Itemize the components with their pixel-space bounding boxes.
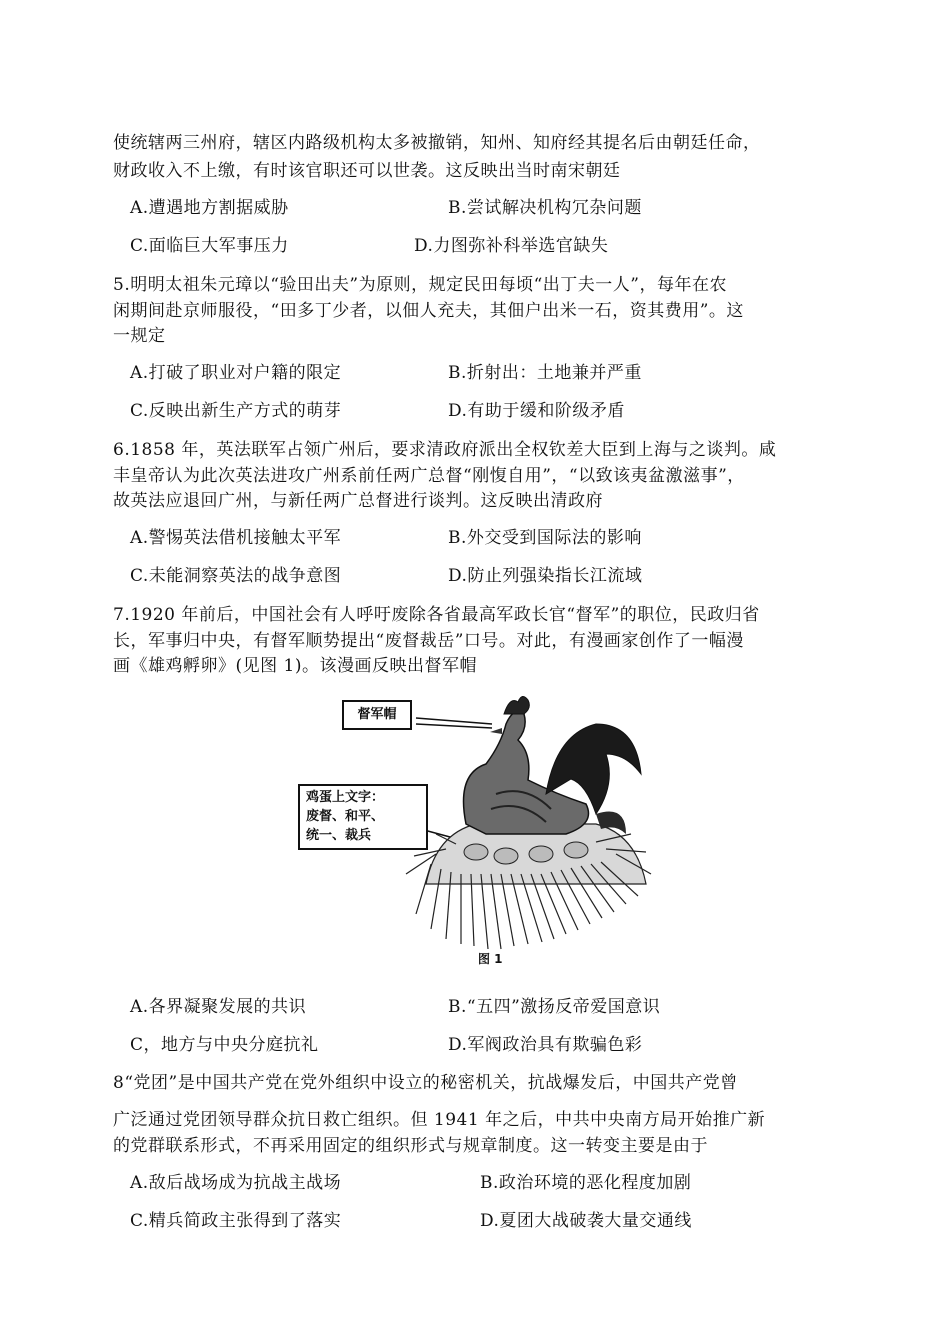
q5-option-a: A.打破了职业对户籍的限定 (130, 363, 342, 383)
q6-option-a: A.警惕英法借机接触太平军 (130, 528, 342, 548)
q4-option-a: A.遭遇地方割据威胁 (130, 198, 289, 218)
q4-option-d: D.力图弥补科举选官缺失 (414, 236, 609, 256)
q8-option-b: B.政治环境的恶化程度加剧 (480, 1173, 692, 1193)
q8-stem-line-1: 8“党团”是中国共产党在党外组织中设立的秘密机关，抗战爆发后，中国共产党曾 (113, 1073, 738, 1093)
q4-option-c: C.面临巨大军事压力 (130, 236, 289, 256)
q6-stem-line-3: 故英法应退回广州，与新任两广总督进行谈判。这反映出清政府 (113, 491, 603, 511)
figure-rooster-cartoon (296, 684, 666, 964)
q8-stem-line-2: 广泛通过党团领导群众抗日救亡组织。但 1941 年之后，中共中央南方局开始推广新 (113, 1110, 766, 1130)
q7-option-d: D.军阀政治具有欺骗色彩 (448, 1035, 643, 1055)
q6-option-c: C.未能洞察英法的战争意图 (130, 566, 342, 586)
q6-stem-line-1: 6.1858 年，英法联军占领广州后，要求清政府派出全权钦差大臣到上海与之谈判。咸 (113, 440, 777, 460)
q8-stem-line-3: 的党群联系形式，不再采用固定的组织形式与规章制度。这一转变主要是由于 (113, 1136, 708, 1156)
q7-option-c: C，地方与中央分庭抗礼 (130, 1035, 319, 1055)
figure-caption: 图 1 (478, 952, 503, 966)
q5-stem-line-1: 5.明明太祖朱元璋以“验田出夫”为原则，规定民田每顷“出丁夫一人”，每年在农 (113, 275, 727, 295)
q5-option-b: B.折射出：土地兼并严重 (448, 363, 642, 383)
q5-option-d: D.有助于缓和阶级矛盾 (448, 401, 625, 421)
q5-option-c: C.反映出新生产方式的萌芽 (130, 401, 342, 421)
eggs-label-line-2: 废督、和平、 (306, 809, 385, 824)
eggs-label-line-3: 统一、裁兵 (306, 828, 372, 843)
q7-stem-line-2: 长，军事归中央，有督军顺势提出“废督裁岳”口号。对此，有漫画家创作了一幅漫 (113, 631, 744, 651)
q8-option-c: C.精兵简政主张得到了落实 (130, 1211, 342, 1231)
q6-stem-line-2: 丰皇帝认为此次英法进攻广州系前任两广总督“刚愎自用”，“以致该夷盆激滋事”， (113, 466, 745, 486)
q4-stem-line-1: 使统辖两三州府，辖区内路级机构太多被撤销，知州、知府经其提名后由朝廷任命， (113, 133, 761, 153)
q5-stem-line-3: 一规定 (113, 326, 166, 346)
q7-stem-line-3: 画《雄鸡孵卵》(见图 1)。该漫画反映出督军帽 (113, 656, 477, 676)
eggs-label-line-1: 鸡蛋上文字： (306, 790, 385, 805)
q8-option-a: A.敌后战场成为抗战主战场 (130, 1173, 342, 1193)
q4-option-b: B.尝试解决机构冗杂问题 (448, 198, 642, 218)
hat-label: 督军帽 (357, 707, 397, 722)
q4-stem-line-2: 财政收入不上缴，有时该官职还可以世袭。这反映出当时南宋朝廷 (113, 161, 621, 181)
q5-stem-line-2: 闲期间赴京师服役，“田多丁少者，以佃人充夫，其佃户出米一石，资其费用”。这 (113, 301, 744, 321)
q7-option-a: A.各界凝聚发展的共识 (130, 997, 307, 1017)
q7-option-b: B.“五四”激扬反帝爱国意识 (448, 997, 661, 1017)
q6-option-d: D.防止列强染指长江流域 (448, 566, 643, 586)
q8-option-d: D.夏团大战破袭大量交通线 (480, 1211, 692, 1231)
q6-option-b: B.外交受到国际法的影响 (448, 528, 642, 548)
q7-stem-line-1: 7.1920 年前后，中国社会有人呼吁废除各省最高军政长官“督军”的职位，民政归省 (113, 605, 760, 625)
eggs-label-box (298, 784, 428, 850)
hat-label-box (342, 700, 412, 730)
